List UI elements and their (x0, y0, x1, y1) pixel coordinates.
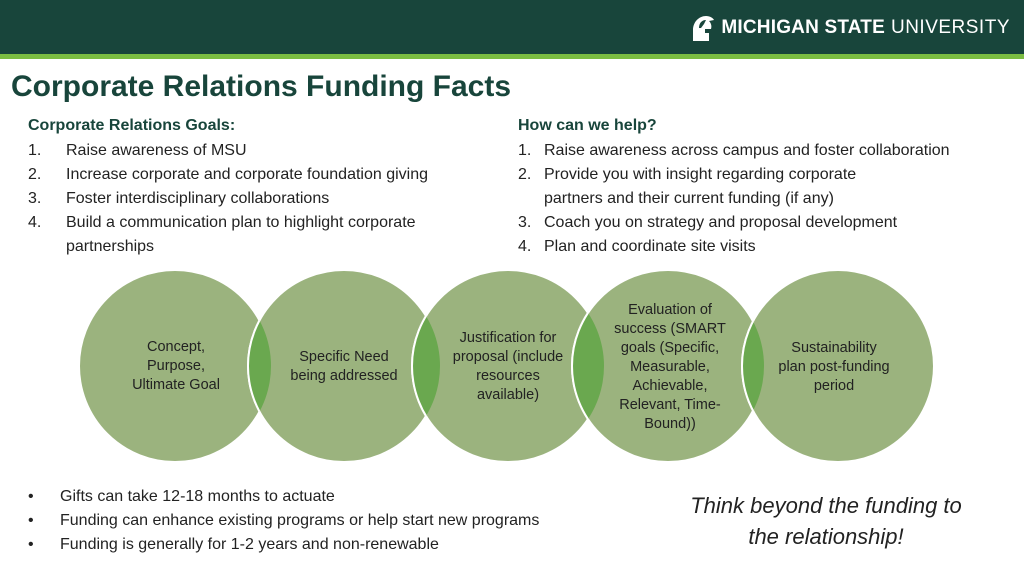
list-item: 4. Build a communication plan to highlight corporate partnerships (28, 214, 416, 255)
page-title: Corporate Relations Funding Facts (11, 70, 512, 103)
list-item: 3. Foster interdisciplinary collaborations (28, 190, 330, 207)
logo-text-strong: MICHIGAN STATE (721, 17, 885, 38)
circle-label-concept: Concept, Purpose, Ultimate Goal (132, 339, 220, 393)
list-item: • Funding is generally for 1-2 years and non-renewable (28, 533, 539, 557)
tagline: Think beyond the funding to the relationship! (690, 493, 962, 549)
circle-label-specific-need: Specific Need being addressed (290, 349, 398, 384)
list-item: 1. Raise awareness of MSU (28, 142, 247, 159)
list-item: • Funding can enhance existing programs or help start new programs (28, 509, 539, 533)
list-item: 3. Coach you on strategy and proposal development (518, 214, 898, 231)
circle-label-sustainability: Sustainability plan post-funding period (778, 340, 890, 394)
circle-label-evaluation: Evaluation of success (SMART goals (Specific, Measurable, Achievable, Relevant, Time-Bound)) (614, 302, 726, 432)
logo-text-light: UNIVERSITY (890, 17, 1010, 38)
list-item: • Gifts can take 12-18 months to actuate (28, 485, 539, 509)
list-item: 1. Raise awareness across campus and foster collaboration (518, 142, 950, 159)
circle-label-justification: Justification for proposal (include resources available) (452, 330, 564, 403)
list-item: 2. Provide you with insight regarding corporate partners and their current funding (if any) (518, 166, 857, 207)
notes-list (28, 485, 539, 557)
list-item: 4. Plan and coordinate site visits (518, 238, 756, 255)
help-heading: How can we help? (518, 117, 657, 134)
list-item: 2. Increase corporate and corporate foundation giving (28, 166, 429, 183)
goals-heading: Corporate Relations Goals: (28, 117, 236, 134)
